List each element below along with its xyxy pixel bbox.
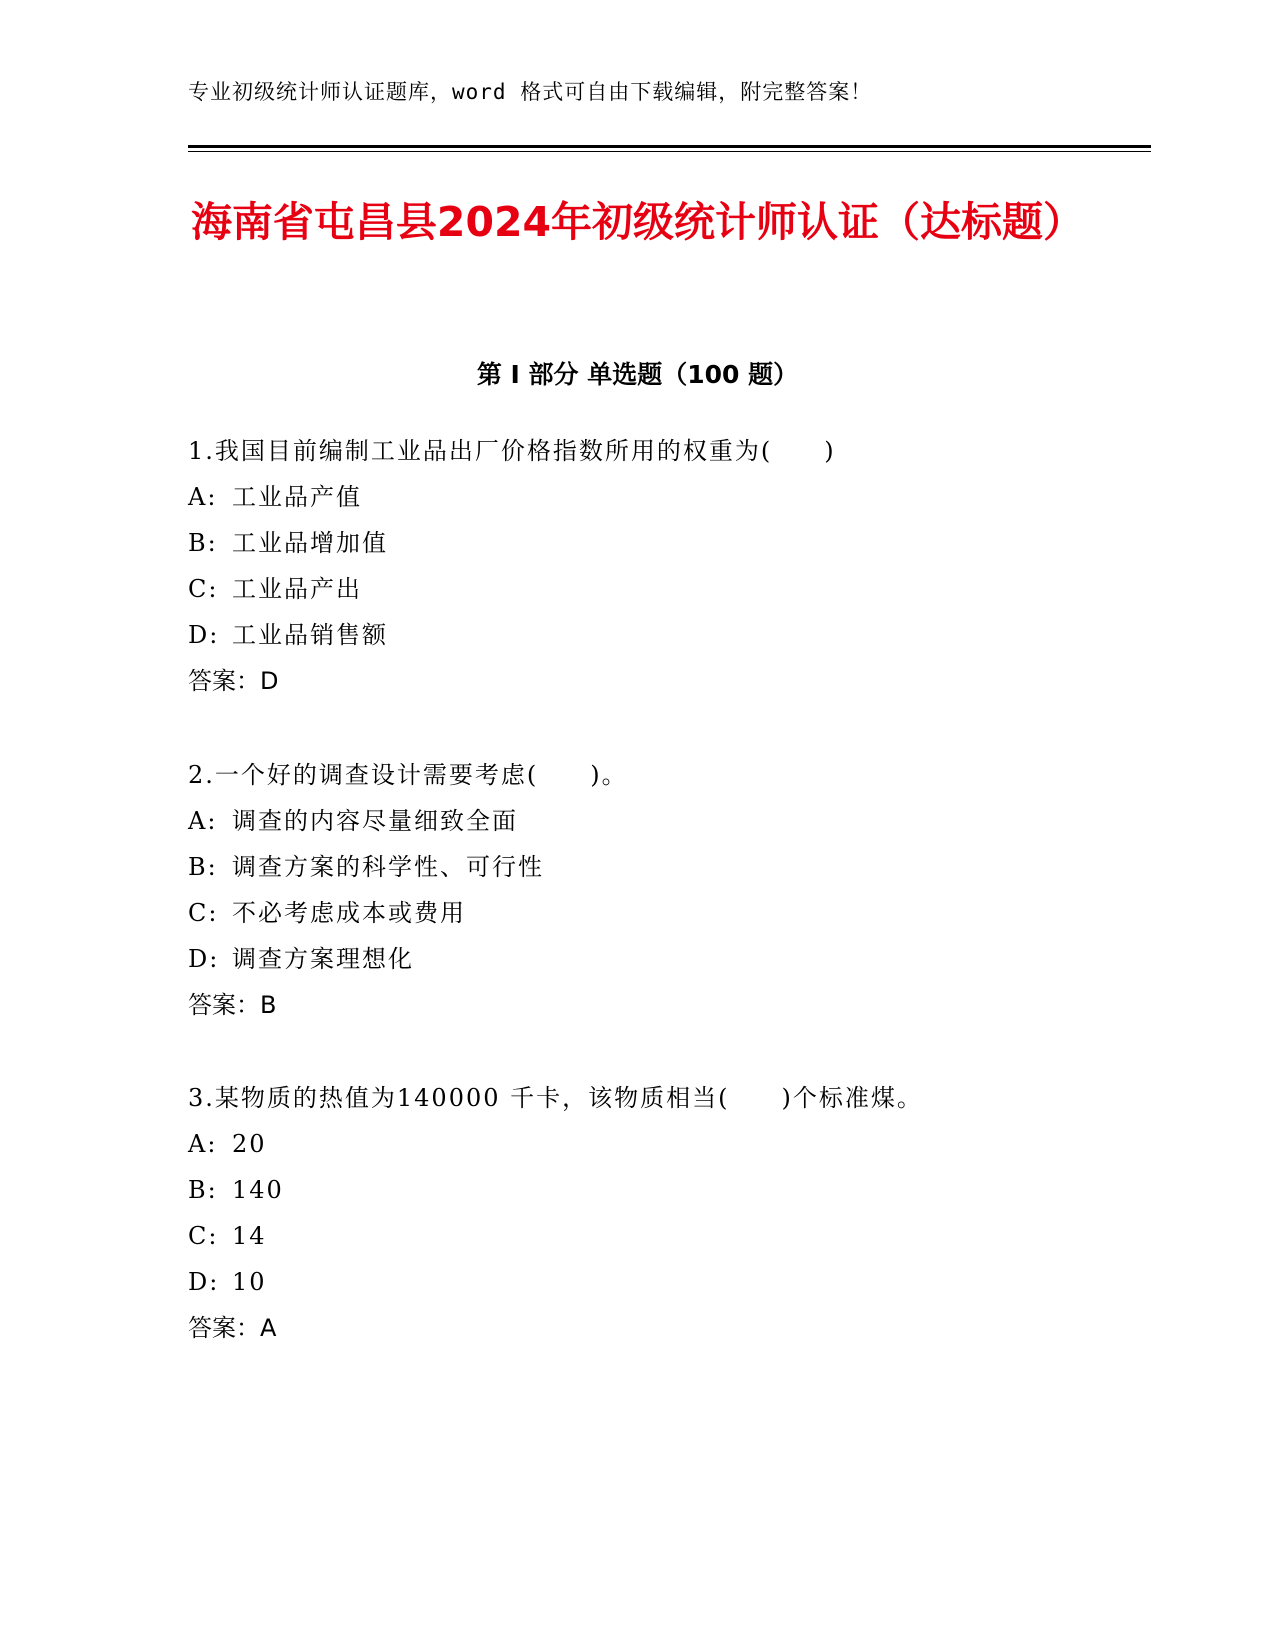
option-text: 调查方案理想化 <box>232 945 414 973</box>
option-text: 10 <box>232 1268 267 1296</box>
option-letter: B: <box>188 1176 218 1204</box>
option-letter: A: <box>188 1130 218 1158</box>
header-rule-thick <box>188 145 1151 148</box>
option-text: 调查的内容尽量细致全面 <box>232 807 518 835</box>
option-text: 工业品产值 <box>232 483 362 511</box>
option-a <box>188 474 1088 520</box>
header-note: 专业初级统计师认证题库，word 格式可自由下载编辑，附完整答案！ <box>188 80 873 104</box>
option-a <box>188 798 1088 844</box>
option-a <box>188 1121 1088 1167</box>
question-stem: 2.一个好的调查设计需要考虑( )。 <box>188 761 628 789</box>
option-text: 14 <box>232 1222 267 1250</box>
answer-line: 答案：D <box>188 667 279 695</box>
option-c <box>188 566 1088 612</box>
question-stem: 1.我国目前编制工业品出厂价格指数所用的权重为( ) <box>188 437 836 465</box>
option-b <box>188 844 1088 890</box>
option-letter: C: <box>188 899 219 927</box>
question-2 <box>188 752 1088 1028</box>
option-letter: C: <box>188 1222 219 1250</box>
question-stem: 3.某物质的热值为140000 千卡，该物质相当( )个标准煤。 <box>188 1084 923 1112</box>
option-b <box>188 1167 1088 1213</box>
option-text: 140 <box>232 1176 284 1204</box>
option-text: 工业品增加值 <box>232 529 388 557</box>
option-c <box>188 890 1088 936</box>
document-title: 海南省屯昌县2024年初级统计师认证（达标题） <box>190 198 1085 246</box>
option-c <box>188 1213 1088 1259</box>
option-d <box>188 1259 1088 1305</box>
option-letter: B: <box>188 853 218 881</box>
question-1 <box>188 428 1088 704</box>
option-b <box>188 520 1088 566</box>
option-text: 调查方案的科学性、可行性 <box>232 853 544 881</box>
answer-line: 答案：B <box>188 991 277 1019</box>
option-d <box>188 936 1088 982</box>
question-3 <box>188 1075 1088 1351</box>
option-letter: A: <box>188 807 218 835</box>
option-d <box>188 612 1088 658</box>
option-text: 工业品产出 <box>232 575 362 603</box>
option-text: 不必考虑成本或费用 <box>232 899 466 927</box>
header-rule-thin <box>188 151 1151 152</box>
option-letter: B: <box>188 529 218 557</box>
answer-line: 答案：A <box>188 1314 277 1342</box>
option-text: 20 <box>232 1130 267 1158</box>
option-text: 工业品销售额 <box>232 621 388 649</box>
option-letter: D: <box>188 621 220 649</box>
option-letter: D: <box>188 1268 220 1296</box>
option-letter: D: <box>188 945 220 973</box>
section-heading: 第 I 部分 单选题（100 题） <box>476 360 799 389</box>
option-letter: C: <box>188 575 219 603</box>
option-letter: A: <box>188 483 218 511</box>
